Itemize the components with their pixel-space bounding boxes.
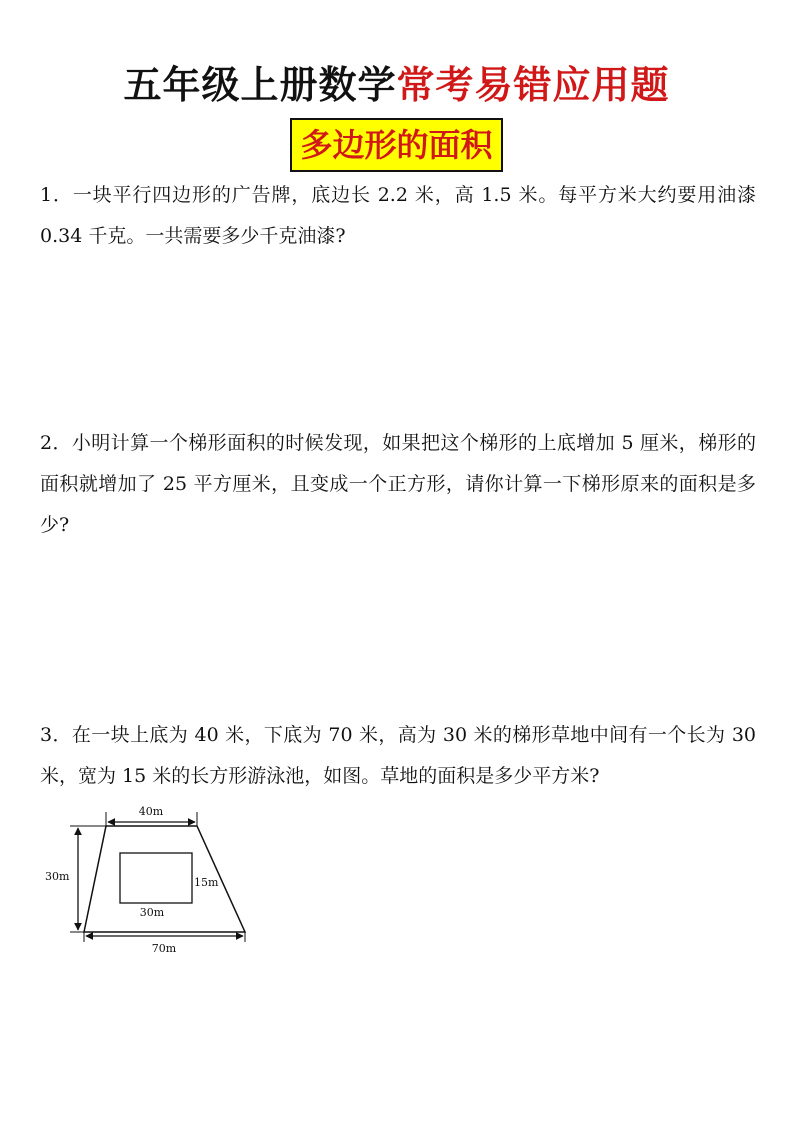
pool-length-label: 30m (139, 906, 165, 919)
question-2: 2．小明计算一个梯形面积的时候发现，如果把这个梯形的上底增加 5 厘米，梯形的面积就增加了 25 平方厘米，且变成一个正方形，请你计算一下梯形原来的面积是多少? (40, 432, 756, 536)
trapezoid-figure (40, 800, 270, 960)
top-base-label: 40m (138, 805, 164, 818)
pool-width-label: 15m (194, 876, 219, 889)
title-part-topic: 常考易错应用题 (396, 63, 670, 107)
height-label: 30m (45, 870, 70, 883)
trapezoid-diagram (40, 800, 270, 960)
subtitle-container (0, 118, 793, 172)
trapezoid-shape (84, 826, 245, 932)
pool-rectangle (120, 853, 192, 903)
title-part-grade: 五年级上册数学 (123, 63, 397, 107)
question-1: 1．一块平行四边形的广告牌，底边长 2.2 米，高 1.5 米。每平方米大约要用油漆 0.34 千克。一共需要多少千克油漆? (40, 184, 756, 247)
bottom-base-label: 70m (151, 942, 177, 955)
question-3: 3．在一块上底为 40 米，下底为 70 米，高为 30 米的梯形草地中间有一个长为 30 米，宽为 15 米的长方形游泳池，如图。草地的面积是多少平方米? (40, 724, 756, 787)
section-subtitle: 多边形的面积 (290, 118, 502, 172)
page-title (0, 60, 793, 110)
